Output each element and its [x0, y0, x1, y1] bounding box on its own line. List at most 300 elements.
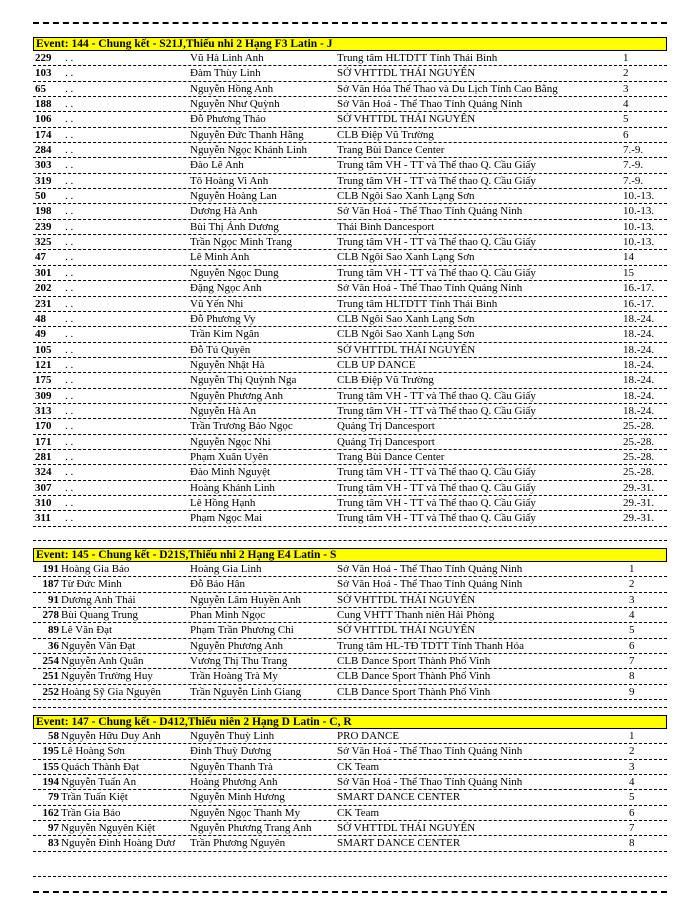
competitor-number: 155	[42, 760, 59, 773]
leader-name: Trần Gia Bảo	[61, 806, 121, 819]
competitor-number: 97	[48, 822, 59, 835]
result-row	[33, 435, 667, 450]
club-name: Thái Bình Dancesport	[337, 220, 435, 233]
placement: 10.-13.	[623, 236, 655, 249]
competitor-number: 231	[35, 297, 52, 310]
result-row	[33, 419, 667, 434]
leader-name: . .	[65, 404, 74, 417]
club-name: SỞ VHTTDL THÁI NGUYÊN	[337, 67, 476, 80]
section-rule	[33, 707, 667, 708]
event-title: Event: 147 - Chung kết - D412,Thiếu niên 2 Hạng D Latin - C, R	[33, 715, 667, 729]
result-row	[33, 775, 667, 790]
result-row	[33, 404, 667, 419]
result-row	[33, 297, 667, 312]
club-name: Trung tâm HLTDTT Tỉnh Thái Bình	[337, 52, 498, 64]
placement: 10.-13.	[623, 190, 655, 203]
competitor-number: 58	[48, 730, 59, 742]
placement: 4	[629, 776, 635, 789]
club-name: Trang Bùi Dance Center	[337, 144, 445, 157]
lady-name: Hoàng Khánh Linh	[190, 481, 275, 494]
leader-name: . .	[65, 420, 74, 433]
placement: 25.-28.	[623, 420, 655, 433]
placement: 2	[623, 67, 629, 80]
result-row	[33, 608, 667, 623]
bottom-rule	[33, 876, 667, 877]
lady-name: Vương Thị Thu Trang	[190, 655, 288, 668]
competitor-number: 311	[35, 512, 51, 525]
placement: 7	[629, 655, 635, 668]
club-name: Sở Văn Hoá - Thể Thao Tỉnh Quảng Ninh	[337, 578, 523, 591]
lady-name: Phạm Ngọc Mai	[190, 512, 263, 525]
competitor-number: 278	[42, 609, 59, 622]
lady-name: Nguyễn Đức Thanh Hằng	[190, 128, 304, 141]
club-name: SMART DANCE CENTER	[337, 791, 461, 804]
club-name: Trung tâm VH - TT và Thể thao Q. Cầu Giấy	[337, 404, 536, 417]
competitor-number: 89	[48, 624, 59, 637]
placement: 10.-13.	[623, 205, 655, 218]
lady-name: Nguyễn Hồng Anh	[190, 82, 274, 95]
leader-name: Lê Hoàng Sơn	[61, 745, 125, 758]
lady-name: Hoàng Gia Linh	[190, 563, 262, 575]
club-name: Trung tâm VH - TT và Thể thao Q. Cầu Giấy	[337, 174, 536, 187]
lady-name: Nguyễn Nhật Hà	[190, 358, 265, 371]
placement: 18.-24.	[623, 343, 655, 356]
competitor-number: 319	[35, 174, 52, 187]
placement: 18.-24.	[623, 312, 655, 325]
lady-name: Đào Lê Anh	[190, 159, 244, 172]
placement: 6	[629, 639, 635, 652]
leader-name: Dương Anh Thái	[61, 593, 136, 606]
club-name: Trung tâm VH - TT và Thể thao Q. Cầu Giấy	[337, 266, 536, 279]
club-name: Trung tâm VH - TT và Thể thao Q. Cầu Giấy	[337, 466, 536, 479]
event-144	[33, 37, 667, 527]
club-name: CLB Ngôi Sao Xanh Lạng Sơn	[337, 251, 475, 264]
lady-name: Đào Minh Nguyệt	[190, 466, 271, 479]
lady-name: Đặng Ngọc Anh	[190, 282, 262, 295]
placement: 2	[629, 745, 635, 758]
lady-name: Phạm Xuân Uyên	[190, 450, 269, 463]
placement: 9	[629, 685, 635, 698]
lady-name: Nguyễn Thị Quỳnh Nga	[190, 374, 297, 387]
competitor-number: 91	[48, 593, 59, 606]
club-name: CLB Điệp Vũ Trường	[337, 374, 434, 387]
lady-name: Trần Trương Bảo Ngọc	[190, 420, 293, 433]
club-name: Trung tâm VH - TT và Thể thao Q. Cầu Giấy	[337, 159, 536, 172]
lady-name: Đinh Thuỳ Dương	[190, 745, 272, 758]
club-name: Sở Văn Hóa Thể Thao và Du Lịch Tỉnh Cao Bằng	[337, 82, 558, 95]
event-title: Event: 145 - Chung kết - D21S,Thiếu nhi 2 Hạng E4 Latin - S	[33, 548, 667, 562]
placement: 29.-31.	[623, 481, 655, 494]
result-row	[33, 760, 667, 775]
leader-name: Nguyễn Anh Quân	[61, 655, 144, 668]
leader-name: . .	[65, 98, 74, 111]
competitor-number: 191	[42, 563, 59, 575]
club-name: Sở Văn Hoá - Thể Thao Tỉnh Quảng Ninh	[337, 745, 523, 758]
results-list	[33, 51, 667, 527]
club-name: SỞ VHTTDL THÁI NGUYÊN	[337, 113, 476, 126]
competitor-number: 188	[35, 98, 52, 111]
club-name: Trung tâm VH - TT và Thể thao Q. Cầu Giấy	[337, 236, 536, 249]
placement: 18.-24.	[623, 389, 655, 402]
event-title: Event: 144 - Chung kết - S21J,Thiếu nhi 2 Hạng F3 Latin - J	[33, 37, 667, 51]
result-row	[33, 112, 667, 127]
result-row	[33, 806, 667, 821]
results-list	[33, 729, 667, 852]
event-147	[33, 715, 667, 852]
result-row	[33, 577, 667, 592]
results-list	[33, 562, 667, 700]
placement: 5	[623, 113, 629, 126]
competitor-number: 49	[35, 328, 46, 341]
club-name: SỞ VHTTDL THÁI NGUYÊN	[337, 822, 476, 835]
placement: 1	[623, 52, 629, 64]
placement: 8	[629, 670, 635, 683]
leader-name: . .	[65, 67, 74, 80]
result-row	[33, 312, 667, 327]
competitor-number: 162	[42, 806, 59, 819]
club-name: SỞ VHTTDL THÁI NGUYÊN	[337, 343, 476, 356]
result-row	[33, 496, 667, 511]
lady-name: Vũ Yến Nhi	[190, 297, 244, 310]
club-name: SMART DANCE CENTER	[337, 837, 461, 850]
lady-name: Nguyễn Phương Trang Anh	[190, 822, 312, 835]
competitor-number: 310	[35, 496, 52, 509]
placement: 16.-17.	[623, 282, 655, 295]
club-name: Cung VHTT Thanh niên Hải Phòng	[337, 609, 495, 622]
leader-name: . .	[65, 374, 74, 387]
leader-name: Nguyễn Hữu Duy Anh	[61, 730, 161, 742]
event-145	[33, 548, 667, 700]
placement: 29.-31.	[623, 496, 655, 509]
competitor-number: 254	[42, 655, 59, 668]
placement: 5	[629, 624, 635, 637]
placement: 3	[623, 82, 629, 95]
result-row	[33, 174, 667, 189]
club-name: Quảng Trị Dancesport	[337, 420, 435, 433]
club-name: CLB Dance Sport Thành Phố Vinh	[337, 685, 491, 698]
leader-name: . .	[65, 481, 74, 494]
leader-name: Quách Thành Đạt	[61, 760, 139, 773]
leader-name: Nguyễn Nguyên Kiệt	[61, 822, 156, 835]
competitor-number: 170	[35, 420, 52, 433]
lady-name: Nguyễn Thanh Trà	[190, 760, 273, 773]
competitor-number: 303	[35, 159, 52, 172]
leader-name: Hoàng Gia Bảo	[61, 563, 130, 575]
lady-name: Lê Minh Anh	[190, 251, 250, 264]
lady-name: Trần Phương Nguyên	[190, 837, 286, 850]
club-name: Sở Văn Hoá - Thể Thao Tỉnh Quảng Ninh	[337, 776, 523, 789]
leader-name: . .	[65, 328, 74, 341]
competitor-number: 324	[35, 466, 52, 479]
result-row	[33, 235, 667, 250]
result-row	[33, 373, 667, 388]
lady-name: Nguyễn Ngọc Nhi	[190, 435, 271, 448]
result-row	[33, 128, 667, 143]
bottom-rule	[33, 891, 667, 893]
club-name: Trung tâm VH - TT và Thể thao Q. Cầu Giấy	[337, 481, 536, 494]
placement: 7.-9.	[623, 174, 644, 187]
lady-name: Vũ Hà Linh Anh	[190, 52, 264, 64]
lady-name: Nguyễn Hoàng Lan	[190, 190, 277, 203]
result-row	[33, 593, 667, 608]
result-row	[33, 639, 667, 654]
result-row	[33, 143, 667, 158]
placement: 18.-24.	[623, 328, 655, 341]
leader-name: . .	[65, 358, 74, 371]
leader-name: . .	[65, 236, 74, 249]
competitor-number: 121	[35, 358, 52, 371]
leader-name: . .	[65, 190, 74, 203]
placement: 15	[623, 266, 634, 279]
result-row	[33, 562, 667, 577]
result-row	[33, 158, 667, 173]
competitor-number: 171	[35, 435, 52, 448]
leader-name: . .	[65, 312, 74, 325]
club-name: Sở Văn Hoá - Thể Thao Tỉnh Quảng Ninh	[337, 563, 523, 575]
placement: 8	[629, 837, 635, 850]
competitor-number: 79	[48, 791, 59, 804]
competitor-number: 36	[48, 639, 59, 652]
lady-name: Lê Hồng Hạnh	[190, 496, 256, 509]
leader-name: . .	[65, 174, 74, 187]
result-row	[33, 821, 667, 836]
lady-name: Nguyễn Ngọc Thanh My	[190, 806, 301, 819]
competitor-number: 83	[48, 837, 59, 850]
leader-name: . .	[65, 266, 74, 279]
lady-name: Đỗ Phương Thảo	[190, 113, 266, 126]
leader-name: . .	[65, 343, 74, 356]
club-name: CK Team	[337, 760, 380, 773]
competitor-number: 174	[35, 128, 52, 141]
result-row	[33, 669, 667, 684]
competitor-number: 284	[35, 144, 52, 157]
leader-name: . .	[65, 144, 74, 157]
club-name: CLB Dance Sport Thành Phố Vinh	[337, 670, 491, 683]
leader-name: . .	[65, 512, 74, 525]
competitor-number: 50	[35, 190, 46, 203]
club-name: CLB Điệp Vũ Trường	[337, 128, 434, 141]
leader-name: . .	[65, 205, 74, 218]
competitor-number: 301	[35, 266, 52, 279]
result-row	[33, 281, 667, 296]
lady-name: Nguyễn Như Quỳnh	[190, 98, 280, 111]
lady-name: Trần Nguyễn Linh Giang	[190, 685, 302, 698]
result-row	[33, 654, 667, 669]
result-row	[33, 189, 667, 204]
lady-name: Trần Kim Ngân	[190, 328, 260, 341]
result-row	[33, 358, 667, 373]
competitor-number: 239	[35, 220, 52, 233]
competitor-number: 175	[35, 374, 52, 387]
result-row	[33, 685, 667, 700]
competitor-number: 252	[42, 685, 59, 698]
result-row	[33, 744, 667, 759]
lady-name: Đỗ Bảo Hân	[190, 578, 245, 591]
lady-name: Nguyễn Phương Anh	[190, 639, 284, 652]
leader-name: . .	[65, 113, 74, 126]
leader-name: . .	[65, 450, 74, 463]
lady-name: Dương Hà Anh	[190, 205, 258, 218]
competitor-number: 105	[35, 343, 52, 356]
competitor-number: 229	[35, 52, 52, 64]
placement: 6	[629, 806, 635, 819]
top-rule	[33, 22, 667, 24]
result-row	[33, 790, 667, 805]
leader-name: Nguyễn Trường Huy	[61, 670, 153, 683]
result-row	[33, 836, 667, 851]
club-name: SỞ VHTTDL THÁI NGUYÊN	[337, 624, 476, 637]
placement: 18.-24.	[623, 358, 655, 371]
lady-name: Phan Minh Ngọc	[190, 609, 266, 622]
leader-name: Hoàng Sỹ Gia Nguyên	[61, 685, 161, 698]
leader-name: . .	[65, 82, 74, 95]
club-name: Trung tâm HLTDTT Tỉnh Thái Bình	[337, 297, 498, 310]
lady-name: Hoàng Phương Anh	[190, 776, 278, 789]
result-row	[33, 465, 667, 480]
club-name: CLB UP DANCE	[337, 358, 416, 371]
lady-name: Đỗ Tú Quyên	[190, 343, 251, 356]
lady-name: Bùi Thị Ánh Dương	[190, 220, 279, 233]
competitor-number: 195	[42, 745, 59, 758]
competitor-number: 194	[42, 776, 59, 789]
placement: 3	[629, 593, 635, 606]
competitor-number: 103	[35, 67, 52, 80]
result-row	[33, 266, 667, 281]
club-name: SỞ VHTTDL THÁI NGUYÊN	[337, 593, 476, 606]
result-row	[33, 389, 667, 404]
result-row	[33, 82, 667, 97]
result-row	[33, 481, 667, 496]
club-name: Trung tâm HL-TĐ TDTT Tỉnh Thanh Hóa	[337, 639, 524, 652]
club-name: Trung tâm VH - TT và Thể thao Q. Cầu Giấy	[337, 512, 536, 525]
result-row	[33, 66, 667, 81]
placement: 14	[623, 251, 634, 264]
placement: 25.-28.	[623, 435, 655, 448]
placement: 5	[629, 791, 635, 804]
lady-name: Trần Ngọc Minh Trang	[190, 236, 292, 249]
leader-name: . .	[65, 389, 74, 402]
placement: 25.-28.	[623, 450, 655, 463]
club-name: CLB Ngôi Sao Xanh Lạng Sơn	[337, 328, 475, 341]
placement: 10.-13.	[623, 220, 655, 233]
placement: 1	[629, 730, 635, 742]
placement: 4	[623, 98, 629, 111]
result-row	[33, 729, 667, 744]
leader-name: . .	[65, 220, 74, 233]
competitor-number: 106	[35, 113, 52, 126]
placement: 18.-24.	[623, 374, 655, 387]
club-name: Sở Văn Hoá - Thể Thao Tỉnh Quảng Ninh	[337, 282, 523, 295]
leader-name: . .	[65, 128, 74, 141]
club-name: Sở Văn Hoá - Thể Thao Tỉnh Quảng Ninh	[337, 205, 523, 218]
placement: 16.-17.	[623, 297, 655, 310]
lady-name: Tô Hoàng Vi Anh	[190, 174, 269, 187]
placement: 3	[629, 760, 635, 773]
competitor-number: 281	[35, 450, 52, 463]
lady-name: Nguyễn Minh Hương	[190, 791, 285, 804]
competitor-number: 307	[35, 481, 52, 494]
result-row	[33, 51, 667, 66]
leader-name: . .	[65, 297, 74, 310]
competitor-number: 309	[35, 389, 52, 402]
leader-name: . .	[65, 159, 74, 172]
section-rule	[33, 540, 667, 541]
club-name: Trung tâm VH - TT và Thể thao Q. Cầu Giấy	[337, 496, 536, 509]
lady-name: Nguyễn Lâm Huyền Anh	[190, 593, 301, 606]
competitor-number: 251	[42, 670, 59, 683]
lady-name: Đàm Thùy Linh	[190, 67, 261, 80]
result-row	[33, 450, 667, 465]
club-name: Sở Văn Hoá - Thể Thao Tỉnh Quảng Ninh	[337, 98, 523, 111]
result-row	[33, 343, 667, 358]
leader-name: Lê Văn Đạt	[61, 624, 113, 637]
lady-name: Trần Hoàng Trà My	[190, 670, 278, 683]
placement: 4	[629, 609, 635, 622]
competitor-number: 187	[42, 578, 59, 591]
placement: 25.-28.	[623, 466, 655, 479]
club-name: Quảng Trị Dancesport	[337, 435, 435, 448]
competitor-number: 65	[35, 82, 46, 95]
placement: 7.-9.	[623, 159, 644, 172]
leader-name: . .	[65, 52, 74, 64]
result-row	[33, 250, 667, 265]
lady-name: Nguyễn Hà An	[190, 404, 256, 417]
lady-name: Nguyễn Ngọc Dung	[190, 266, 279, 279]
placement: 1	[629, 563, 635, 575]
lady-name: Đỗ Phương Vy	[190, 312, 256, 325]
club-name: Trang Bùi Dance Center	[337, 450, 445, 463]
leader-name: Trần Tuấn Kiệt	[61, 791, 128, 804]
placement: 7	[629, 822, 635, 835]
lady-name: Phạm Trần Phương Chi	[190, 624, 294, 637]
competitor-number: 325	[35, 236, 52, 249]
placement: 18.-24.	[623, 404, 655, 417]
leader-name: . .	[65, 496, 74, 509]
club-name: CLB Dance Sport Thành Phố Vinh	[337, 655, 491, 668]
lady-name: Nguyễn Phương Anh	[190, 389, 284, 402]
leader-name: Nguyễn Văn Đạt	[61, 639, 136, 652]
lady-name: Nguyễn Thuỳ Linh	[190, 730, 275, 742]
result-row	[33, 623, 667, 638]
result-row	[33, 97, 667, 112]
placement: 29.-31.	[623, 512, 655, 525]
club-name: PRO DANCE	[337, 730, 400, 742]
placement: 7.-9.	[623, 144, 644, 157]
leader-name: Bùi Quang Trung	[61, 609, 139, 622]
leader-name: . .	[65, 251, 74, 264]
leader-name: Nguyễn Tuấn An	[61, 776, 137, 789]
result-row	[33, 204, 667, 219]
competitor-number: 47	[35, 251, 46, 264]
result-row	[33, 327, 667, 342]
club-name: Trung tâm VH - TT và Thể thao Q. Cầu Giấy	[337, 389, 536, 402]
result-row	[33, 220, 667, 235]
placement: 2	[629, 578, 635, 591]
leader-name: . .	[65, 466, 74, 479]
leader-name: Từ Đức Minh	[61, 578, 122, 591]
competitor-number: 198	[35, 205, 52, 218]
leader-name: . .	[65, 435, 74, 448]
leader-name: . .	[65, 282, 74, 295]
club-name: CK Team	[337, 806, 380, 819]
leader-name: Nguyễn Đình Hoàng Dươ	[61, 837, 176, 850]
lady-name: Nguyễn Ngọc Khánh Linh	[190, 144, 308, 157]
competitor-number: 48	[35, 312, 46, 325]
club-name: CLB Ngôi Sao Xanh Lạng Sơn	[337, 190, 475, 203]
result-row	[33, 511, 667, 526]
club-name: CLB Ngôi Sao Xanh Lạng Sơn	[337, 312, 475, 325]
placement: 6	[623, 128, 629, 141]
